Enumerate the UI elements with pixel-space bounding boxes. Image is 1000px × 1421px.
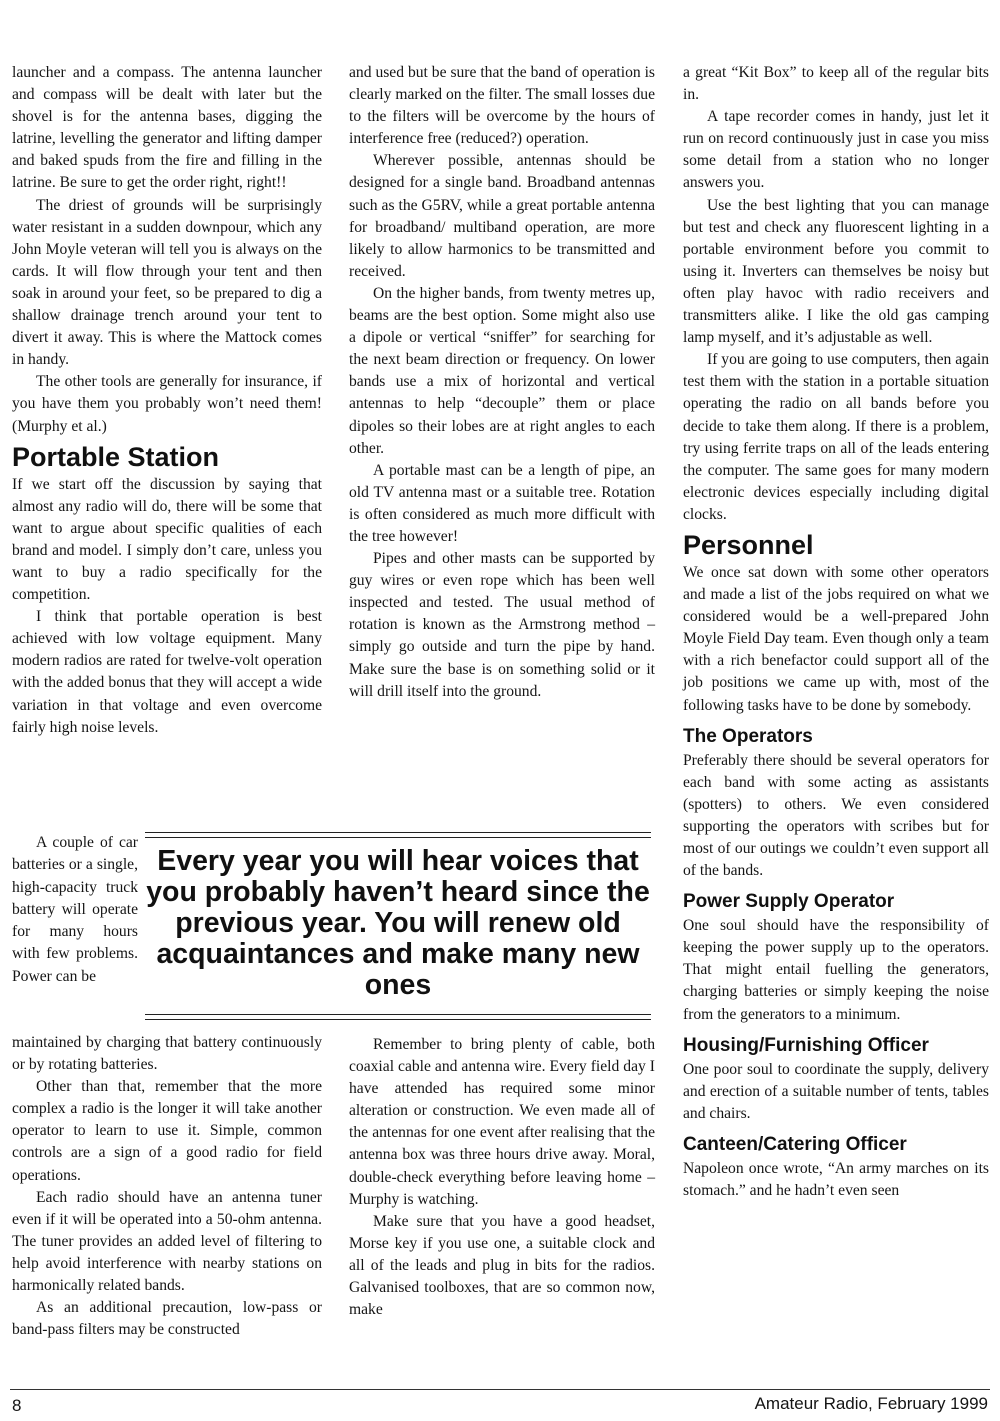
subheading-housing: Housing/Furnishing Officer — [683, 1034, 929, 1056]
paragraph: I think that portable operation is best achieved with low voltage equipment. Many modern radios are rated for twelve-volt operation with the added bonus that they will accept a wide variation in that voltage and even overcome fairly high noise levels. — [12, 608, 322, 736]
paragraph: Use the best lighting that you can manage but test and check any fluorescent lighting in a portable environment before you commit to using it. Inverters can themselves be noisy but often play havoc with radio receivers and transmitters alike. I like the old gas camping lamp myself, and it’s adjustable as well. — [683, 196, 989, 347]
paragraph: Remember to bring plenty of cable, both coaxial cable and antenna wire. Every field day I have attended has required some minor alteration or construction. We even made all of the antennas for one event after realising that the antenna box was three hours drive away. Moral, double-check everything before leaving home – Murphy is watching. — [349, 1036, 655, 1208]
paragraph: A portable mast can be a length of pipe, an old TV antenna mast or a suitable tree. Rotation is often considered as much more difficult with the tree however! — [349, 461, 655, 545]
paragraph: Each radio should have an antenna tuner even if it will be operated into a 50-ohm antenna. The tuner provides an added level of filtering to help avoid interference with nearby stations on harmonically related bands. — [12, 1188, 322, 1295]
paragraph: launcher and a compass. The antenna launcher and compass will be dealt with later but the shovel is for the antenna bases, digging the latrine, levelling the generator and lifting damper and baked spuds from the fire and filling in the latrine. Be sure to get the order right, right!! — [12, 64, 322, 192]
paragraph: A couple of car batteries or a single, high-capacity truck battery will operate for many hours with few problems. Power can be — [12, 834, 138, 985]
paragraph: As an additional precaution, low-pass or band-pass filters may be constructed — [12, 1299, 322, 1339]
pull-quote — [145, 832, 651, 1022]
paragraph: The other tools are generally for insurance, if you have them you probably won’t need them! (Murphy et al.) — [12, 373, 322, 435]
paragraph: One soul should have the responsibility of keeping the power supply up to the operators. That might entail fuelling the generators, charging batteries or simply keeping the noise from the generators to a minimum. — [683, 917, 989, 1023]
publication-footer: Amateur Radio, February 1999 — [754, 1394, 988, 1413]
column-3 — [683, 62, 989, 1202]
paragraph: On the higher bands, from twenty metres up, beams are the best option. Some might also use a dipole or vertical “sniffer” for searching for the next beam direction or frequency. On lower bands use a mix of horizontal and vertical antennas to help “decouple” them or place dipoles so their lobes are at right angles to each other. — [349, 284, 655, 457]
section-heading-portable-station: Portable Station — [12, 441, 220, 472]
paragraph: One poor soul to coordinate the supply, delivery and erection of a suitable number of tents, tables and chairs. — [683, 1060, 989, 1122]
paragraph: We once sat down with some other operators and made a list of the jobs required on what we considered would be a well-prepared John Moyle Field Day team. Even though only a team with a rich benefactor could support all of the job positions we came up with, most of the following tasks have to be done by somebody. — [683, 563, 989, 714]
pull-quote-rule — [145, 1014, 651, 1015]
column-2-upper — [349, 62, 655, 703]
paragraph: The driest of grounds will be surprisingly water resistant in a sudden downpour, which any John Moyle veteran will tell you is always on the cards. It will flow through your tent and then soak in around your feet, so be prepared to dig a shallow drainage trench around your tent to divert it away. This is where the Mattock comes in handy. — [12, 196, 322, 369]
page-number: 8 — [12, 1396, 22, 1415]
footer-rule — [10, 1389, 990, 1390]
section-heading-personnel: Personnel — [683, 529, 814, 560]
pull-quote-rule — [145, 1019, 651, 1020]
paragraph: Other than that, remember that the more complex a radio is the longer it will take another operator to learn to use it. Simple, common controls are a sign of a good radio for field operations. — [12, 1078, 322, 1184]
subheading-power-supply: Power Supply Operator — [683, 891, 895, 913]
paragraph: Make sure that you have a good headset, Morse key if you use one, a suitable clock and all of the leads and plug in bits for the radios. Galvanised toolboxes, that are so common now, make — [349, 1212, 655, 1319]
paragraph: and used but be sure that the band of operation is clearly marked on the filter. The small losses due to the filters will be overcome by the hours of interference free (reduced?) operation. — [349, 64, 655, 148]
paragraph: maintained by charging that battery continuously or by rotating batteries. — [12, 1034, 322, 1074]
pull-quote-text: Every year you will hear voices that you probably haven’t heard since the previous year. You will renew old acquaintances and make many new ones — [146, 845, 650, 1001]
pull-quote-rule — [145, 837, 651, 838]
column-2-lower — [349, 1034, 655, 1321]
column-1-lower — [12, 1032, 322, 1341]
paragraph: Pipes and other masts can be supported by guy wires or even rope which has been well inspected and tested. The usual method of rotation is known as the Armstrong method –simply go outside and turn the pipe by hand. Make sure the base is on something solid or it will drill itself into the ground. — [349, 550, 655, 700]
subheading-operators: The Operators — [683, 725, 813, 747]
paragraph: a great “Kit Box” to keep all of the regular bits in. — [683, 64, 989, 104]
column-1-wrap — [12, 832, 138, 988]
paragraph: Preferably there should be several operators for each band with some acting as assistants (spotters) to others. We even considered supporting the operators with scribes but for most of our outings we couldn’t even support all of the bands. — [683, 751, 989, 880]
paragraph: If we start off the discussion by saying that almost any radio will do, there will be some that want to argue about specific qualities of each brand and model. I simply don’t care, unless you want to buy a radio specifically for the competition. — [12, 475, 322, 604]
paragraph: Wherever possible, antennas should be designed for a single band. Broadband antennas such as the G5RV, while a great portable antenna for broadband/ multiband operation, are more likely to allow harmonics to be transmitted and received. — [349, 152, 655, 280]
pull-quote-rule — [145, 832, 651, 833]
paragraph: If you are going to use computers, then again test them with the station in a portable situation operating the radio on all bands before you decide to take them along. If there is a problem, try using ferrite traps on all of the leads entering the computer. The same goes for many modern electronic devices especially including digital clocks. — [683, 351, 989, 523]
column-1-upper — [12, 62, 322, 739]
paragraph: A tape recorder comes in handy, just let it run on record continuously just in case you miss some detail from a station who no longer answers you. — [683, 108, 989, 192]
subheading-catering: Canteen/Catering Officer — [683, 1133, 907, 1155]
paragraph: Napoleon once wrote, “An army marches on its stomach.” and he hadn’t even seen — [683, 1159, 989, 1200]
